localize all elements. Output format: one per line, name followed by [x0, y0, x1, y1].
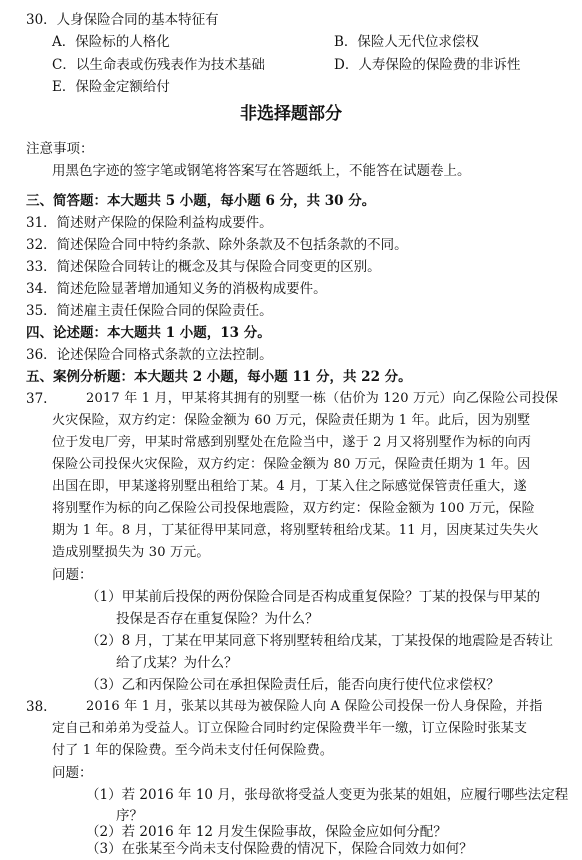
q37-case-line: 保险公司投保火灾保险，双方约定：保险金额为 80 万元，保险责任期为 1 年。因	[52, 457, 531, 472]
q30-stem: 30．人身保险合同的基本特征有	[26, 12, 219, 28]
q37-case-line: 2017 年 1 月，甲某将其拥有的别墅一栋（估价为 120 万元）向乙保险公司投保	[86, 391, 559, 406]
q37-sub-question-2: （2）8 月，丁某在甲某同意下将别墅转租给戊某，丁某投保的地震险是否转让	[86, 633, 553, 649]
q37-sub-question-1: （1）甲某前后投保的两份保险合同是否构成重复保险？丁某的投保与甲某的	[86, 589, 541, 605]
q38-sub-question-3: （3）在张某至今尚未支付保险费的情况下，保险合同效力如何？	[86, 841, 473, 857]
q37-case-line: 期为 1 年。8 月，丁某征得甲某同意，将别墅转租给戊某。11 月，因庚某过失失火	[52, 523, 539, 538]
q37-sub-question-3: （3）乙和丙保险公司在承担保险责任后，能否向庚行使代位求偿权？	[86, 677, 500, 693]
q38-case-line: 2016 年 1 月，张某以其母为被保险人向 A 保险公司投保一份人身保险，并指	[86, 699, 543, 714]
part5-header: 五、案例分析题：本大题共 2 小题，每小题 11 分，共 22 分。	[26, 369, 412, 385]
q38-case-line: 定自己和弟弟为受益人。订立保险合同时约定保险费半年一缴，订立保险时张某支	[52, 721, 528, 736]
section-title: 非选择题部分	[240, 104, 342, 124]
q38-sub-question-2: （2）若 2016 年 12 月发生保险事故，保险金应如何分配？	[86, 824, 447, 840]
q37-case-line: 出国在即，甲某遂将别墅出租给丁某。4 月，丁某入住之际感觉保管责任重大，遂	[52, 479, 527, 494]
notice-label: 注意事项：	[26, 141, 94, 157]
question-32: 32．简述保险合同中特约条款、除外条款及不包括条款的不同。	[26, 237, 408, 253]
question-37-number: 37.	[26, 391, 48, 407]
q37-sub-question-2-cont: 给了戊某？为什么？	[116, 655, 238, 671]
q37-case-line: 将别墅作为标的向乙保险公司投保地震险，双方约定：保险金额为 100 万元，保险	[52, 501, 535, 516]
q37-case-line: 火灾保险，双方约定：保险金额为 60 万元，保险责任期为 1 年。此后，因为别墅	[52, 413, 531, 428]
q37-ask-label: 问题：	[52, 567, 93, 583]
part4-header: 四、论述题：本大题共 1 小题，13 分。	[26, 325, 271, 341]
question-31: 31．简述财产保险的保险利益构成要件。	[26, 215, 273, 231]
q30-option-d: D．人寿保险的保险费的非诉性	[334, 57, 521, 73]
q30-option-a: A．保险标的人格化	[52, 34, 170, 50]
question-35: 35．简述雇主责任保险合同的保险责任。	[26, 303, 273, 319]
q38-case-line: 付了 1 年的保险费。至今尚未支付任何保险费。	[52, 743, 334, 758]
q30-option-c: C．以生命表或伤残表作为技术基础	[52, 57, 265, 73]
q38-sub-question-1: （1）若 2016 年 10 月，张母欲将受益人变更为张某的姐姐，应履行哪些法定程	[86, 787, 569, 803]
q37-case-line: 位于发电厂旁，甲某时常感到别墅处在危险当中，遂于 2 月又将别墅作为标的向丙	[52, 435, 532, 450]
q38-ask-label: 问题：	[52, 765, 93, 781]
q30-option-b: B．保险人无代位求偿权	[334, 34, 479, 50]
q38-sub-question-1-cont: 序？	[116, 808, 143, 824]
q37-sub-question-1-cont: 投保是否存在重复保险？为什么？	[116, 611, 319, 627]
question-36: 36．论述保险合同格式条款的立法控制。	[26, 347, 273, 363]
question-38-number: 38.	[26, 699, 48, 715]
part3-header: 三、简答题：本大题共 5 小题，每小题 6 分，共 30 分。	[26, 193, 376, 209]
question-33: 33．简述保险合同转让的概念及其与保险合同变更的区别。	[26, 259, 381, 275]
q37-case-line: 造成别墅损失为 30 万元。	[52, 545, 210, 560]
q30-option-e: E．保险金定额给付	[52, 79, 170, 95]
notice-text: 用黑色字迹的签字笔或钢笔将答案写在答题纸上，不能答在试题卷上。	[52, 163, 471, 179]
question-34: 34．简述危险显著增加通知义务的消极构成要件。	[26, 281, 327, 297]
